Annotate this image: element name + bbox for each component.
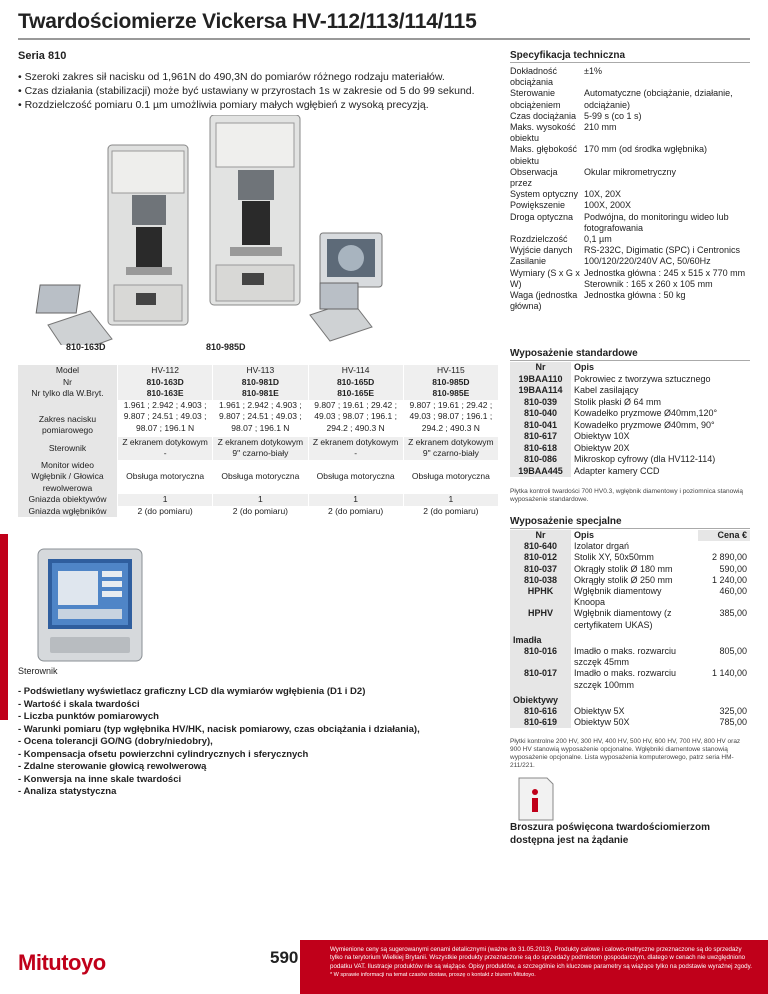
header-label-cell: Model Nr Nr tylko dla W.Bryt. — [18, 365, 118, 400]
footer-disclaimer: Wymienione ceny są sugerowanymi cenami detalicznymi (ważne do 31.05.2013). Produkty calowe i calowo-metryczne przeznaczone są do sprzedaży tylko na terytorium Wielkiej Brytanii. Wszystkie produkty przeznaczone są do sprzedaży podmiotom gospodarczym, dlatego w cenach nie uwzględniono podatku VAT. Ilustracje produktów nie są wiążące. Opisy produktów, a szczególnie ich kluczowe parametry są wiążące tylko na podstawie wyraźnej zgody. * W sprawie informacji na temat czasów dostaw, proszę o kontakt z biurem Mitutoyo. — [330, 946, 752, 979]
title-divider — [18, 38, 750, 40]
table-row: HPHK Wgłębnik diamentowy Knoopa 460,00 — [510, 586, 750, 608]
feature-line: - Analiza statystyczna — [18, 786, 117, 797]
model-column-header: HV-114 810-165D 810-165E — [308, 365, 403, 400]
divider — [510, 62, 750, 63]
special-equipment-heading: Wyposażenie specjalne — [510, 516, 622, 527]
spec-row: System optyczny 10X, 20X — [510, 189, 622, 200]
table-cell: 1 — [213, 494, 308, 506]
table-row: 810-016 Imadło o maks. rozwarciu szczęk 45mm 805,00 — [510, 646, 750, 668]
spec-row: Wyjście danych RS-232C, Digimatic (SPC) i Centronics — [510, 245, 741, 256]
spec-row: Czas dociążania 5-99 s (co 1 s) — [510, 110, 642, 121]
table-cell: Z ekranem dotykowym 9" czarno-biały — [213, 437, 308, 460]
table-row: 19BAA445 Adapter kamery CCD — [510, 466, 750, 478]
model-table — [18, 365, 498, 517]
video-monitor-image — [320, 233, 382, 287]
table-cell: 1.961 ; 2.942 ; 4.903 ; 9.807 ; 24.51 ; 49.03 ; 98.07 ; 196.1 N — [118, 400, 213, 437]
table-row: 19BAA114 Kabel zasilający — [510, 385, 750, 397]
special-equipment-note: Płytki kontrolne 200 HV, 300 HV, 400 HV, 500 HV, 600 HV, 700 HV, 800 HV oraz 900 HV stanowią wyposażenie opcjonalne. Wgłębniki diamentowe stanowią wyposażenie opcjonalne. Lista wyposażenia komputerowego, patrz seria HM-211/221. — [510, 738, 741, 769]
row-label-force: Zakres nacisku pomiarowego — [18, 400, 118, 437]
row-label-objectives: Gniazda obiektywów — [18, 494, 118, 506]
table-cell: 2 (do pomiaru) — [213, 506, 308, 518]
feature-bullets — [18, 70, 488, 112]
table-row: 810-619 Obiektyw 50X 785,00 — [510, 717, 750, 728]
table-row: 810-618 Obiektyw 20X — [510, 443, 750, 455]
table-cell: Obsługa motoryczna — [213, 460, 308, 495]
page-title: Twardościomierze Vickersa HV-112/113/114/115 — [18, 10, 477, 33]
table-row: 810-616 Obiektyw 5X 325,00 — [510, 706, 750, 717]
table-cell: Z ekranem dotykowym - — [118, 437, 213, 460]
feature-line: - Ocena tolerancji GO/NG (dobry/niedobry), — [18, 736, 213, 747]
special-equipment-table — [510, 530, 750, 728]
caption-810-163d: 810-163D — [66, 342, 106, 352]
spec-row: Powiększenie 100X, 200X — [510, 200, 632, 211]
controller-photo — [30, 545, 150, 665]
spec-row: Maks. głębokość obiektu 170 mm (od środka wgłębnika) — [510, 144, 708, 166]
table-header-row: Nr Opis Cena € — [510, 530, 750, 541]
table-row: 810-038 Okrągły stolik Ø 250 mm 1 240,00 — [510, 575, 750, 586]
standard-equipment-note: Płytka kontroli twardości 700 HV0.3, wgłębnik diamentowy i poziomnica stanowią wyposażenie standardowe. — [510, 488, 744, 503]
table-cell: 1.961 ; 2.942 ; 4.903 ; 9.807 ; 24.51 ; 49.03 ; 98.07 ; 196.1 N — [213, 400, 308, 437]
spec-row: Maks. wysokość obiektu 210 mm — [510, 122, 617, 144]
caption-810-985d: 810-985D — [206, 342, 246, 352]
feature-line: - Kompensacja ofsetu powierzchni cylindrycznych i sferycznych — [18, 748, 309, 760]
machine-illustrations — [20, 115, 500, 345]
group-row: Obiektywy — [510, 695, 750, 706]
feature-line: - Konwersja na inne skale twardości — [18, 773, 182, 785]
table-row: 810-086 Mikroskop cyfrowy (dla HV112-114) — [510, 454, 750, 466]
model-column-header: HV-113 810-981D 810-981E — [213, 365, 308, 400]
spec-row: Sterowanie obciążeniem Automatyczne (obciążanie, działanie, odciążanie) — [510, 88, 733, 110]
feature-line: - Liczba punktów pomiarowych — [18, 711, 159, 722]
mitutoyo-logo: Mitutoyo — [18, 950, 106, 975]
feature-line: - Warunki pomiaru (typ wgłębnika HV/HK, nacisk pomiarowy, czas obciążania i działania), — [18, 723, 420, 735]
table-cell: 9.807 ; 19.61 ; 29.42 ; 49.03 ; 98.07 ; 196.1 ; 294.2 ; 490.3 N — [403, 400, 498, 437]
table-cell: Z ekranem dotykowym - — [308, 437, 403, 460]
table-row: 810-640 Izolator drgań — [510, 541, 750, 552]
table-row: 810-037 Okrągły stolik Ø 180 mm 590,00 — [510, 564, 750, 575]
controller-right-image — [310, 283, 372, 341]
table-row: 19BAA110 Pokrowiec z tworzywa sztucznego — [510, 374, 750, 386]
table-cell: 1 — [118, 494, 213, 506]
table-cell: Obsługa motoryczna — [308, 460, 403, 495]
section-tab — [0, 534, 8, 720]
spec-row: Waga (jednostka główna) Jednostka główna : 50 kg — [510, 290, 686, 312]
table-cell: Z ekranem dotykowym 9" czarno-biały — [403, 437, 498, 460]
row-label-indenters: Gniazda wgłębników — [18, 506, 118, 518]
divider — [510, 360, 750, 361]
table-cell: 2 (do pomiaru) — [403, 506, 498, 518]
table-cell: 1 — [403, 494, 498, 506]
table-row: 810-017 Imadło o maks. rozwarciu szczęk 100mm 1 140,00 — [510, 668, 750, 690]
bullet-item: • Szeroki zakres sił nacisku od 1,961N do 490,3N do pomiarów różnego rodzaju materiałów. — [18, 70, 488, 84]
spec-row: Wymiary (S x G x W) Jednostka główna : 245 x 515 x 770 mm Sterownik : 165 x 260 x 105 mm — [510, 267, 746, 289]
bullet-item: • Czas działania (stabilizacji) może być ustawiany w przyrostach 1s w zakresie od 5 do 99 sekund. — [18, 84, 488, 98]
row-label-controller: Sterownik — [18, 437, 118, 460]
table-row: HPHV Wgłębnik diamentowy (z certyfikatem UKAS) 385,00 — [510, 608, 750, 630]
table-cell: 1 — [308, 494, 403, 506]
controller-left-image — [36, 285, 112, 345]
hardness-tester-right-image — [210, 115, 300, 305]
table-cell: 2 (do pomiaru) — [118, 506, 213, 518]
feature-line: - Wartość i skala twardości — [18, 698, 140, 710]
group-row: Imadła — [510, 635, 750, 646]
spec-row: Zasilanie 100/120/220/240V AC, 50/60Hz — [510, 256, 711, 267]
table-header-row: Nr Opis — [510, 362, 750, 374]
table-cell: 9.807 ; 19.61 ; 29.42 ; 49.03 ; 98.07 ; 196.1 ; 294.2 ; 490.3 N — [308, 400, 403, 437]
hardness-tester-left-image — [108, 145, 188, 325]
spec-row: Obserwacja przez Okular mikrometryczny — [510, 166, 677, 189]
page-number: 590 — [270, 948, 299, 967]
standard-equipment-heading: Wyposażenie standardowe — [510, 348, 638, 359]
table-row: 810-012 Stolik XY, 50x50mm 2 890,00 — [510, 552, 750, 563]
spec-row: Rozdzielczość 0,1 µm — [510, 234, 612, 245]
standard-equipment-table — [510, 362, 750, 477]
brochure-info: Broszura poświęcona twardościomierzom dostępna jest na żądanie — [510, 822, 711, 846]
table-cell: Obsługa motoryczna — [403, 460, 498, 495]
spec-row: Droga optyczna Podwójna, do monitoringu wideo lub fotografowania — [510, 211, 729, 233]
divider — [510, 528, 750, 529]
feature-line: - Podświetlany wyświetlacz graficzny LCD dla wymiarów wgłębienia (D1 i D2) — [18, 686, 366, 697]
table-row: 810-041 Kowadełko pryzmowe Ø40mm, 90° — [510, 420, 750, 432]
bullet-item: • Rozdzielczość pomiaru 0.1 µm umożliwia pomiary małych wgłębień z wysoką precyzją. — [18, 98, 488, 112]
table-cell: Obsługa motoryczna — [118, 460, 213, 495]
model-column-header: HV-112 810-163D 810-163E — [118, 365, 213, 400]
specs-table — [510, 66, 750, 312]
table-row: 810-039 Stolik płaski Ø 64 mm — [510, 397, 750, 409]
controller-features — [18, 686, 420, 799]
series-label: Seria 810 — [18, 50, 67, 62]
brochure-icon — [515, 776, 555, 822]
specs-heading: Specyfikacja techniczna — [510, 50, 626, 61]
table-row: 810-040 Kowadełko pryzmowe Ø40mm,120° — [510, 408, 750, 420]
spec-row: Dokładność obciążania ±1% — [510, 66, 602, 88]
model-column-header: HV-115 810-985D 810-985E — [403, 365, 498, 400]
feature-line: - Zdalne sterowanie głowicą rewolwerową — [18, 761, 207, 772]
table-cell: 2 (do pomiaru) — [308, 506, 403, 518]
controller-caption: Sterownik — [18, 666, 58, 676]
row-label-turret: Monitor wideo Wgłębnik / Głowica rewolwerowa — [18, 460, 118, 495]
table-row: 810-617 Obiektyw 10X — [510, 431, 750, 443]
